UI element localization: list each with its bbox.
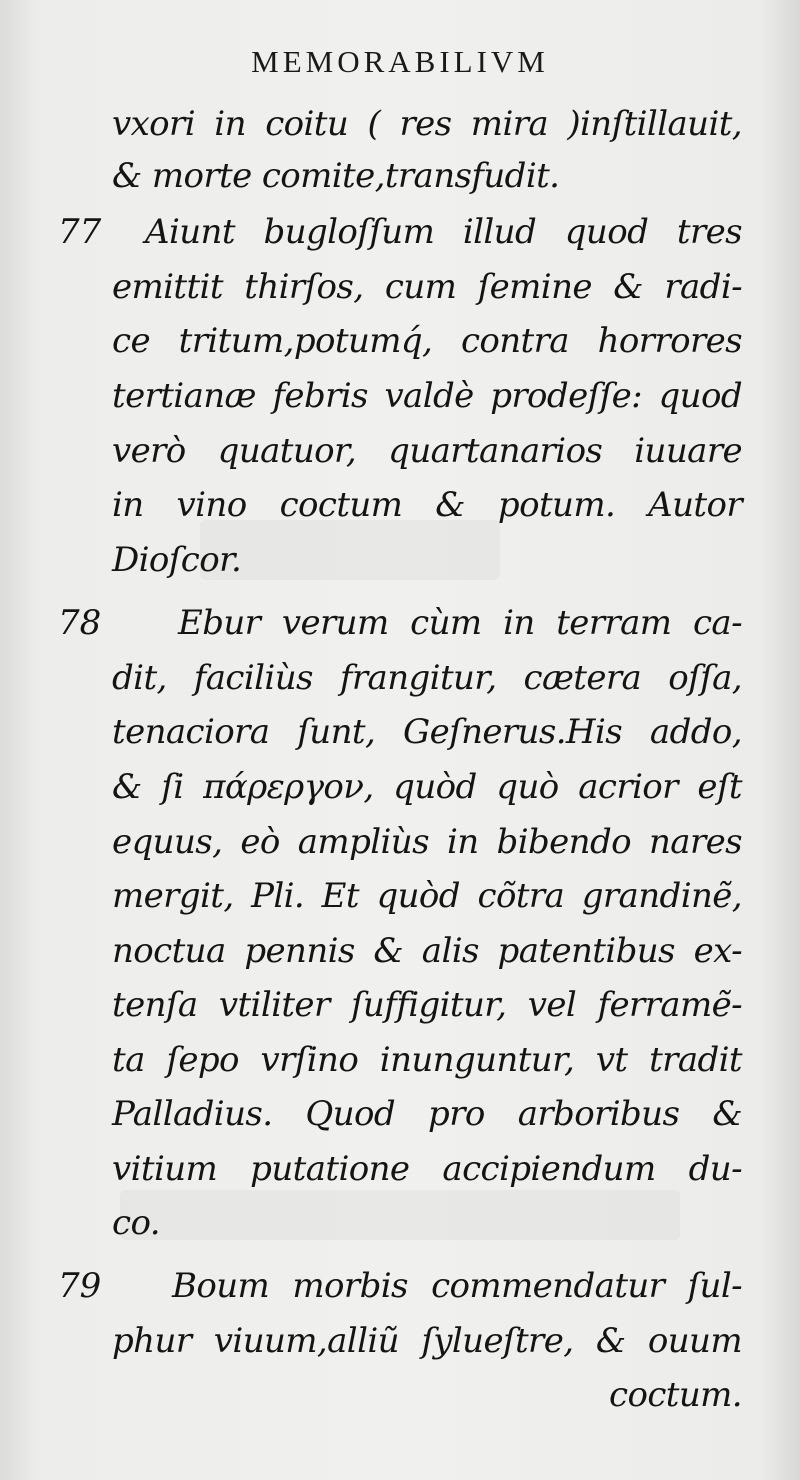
text-line: tenaciora ſunt, Geſnerus.His addo, (112, 712, 742, 752)
entry-number: 77 (58, 212, 102, 252)
text-line: dit, faciliùs frangitur, cætera oſſa, (112, 658, 742, 698)
text-line: mergit, Pli. Et quòd cõtra grandinẽ, (112, 876, 742, 916)
text-line: tertianæ febris valdè prodeſſe: quod (112, 376, 742, 416)
text-line: equus, eò ampliùs in bibendo nares (112, 822, 742, 862)
text-line: verò quatuor, quartanarios iuuare (112, 431, 742, 471)
text-line: Palladius. Quod pro arboribus & (112, 1094, 742, 1134)
text-line: & ſi πάρεργον, quòd quò acrior eſt (112, 767, 742, 807)
text-line: emittit thirſos, cum ſemine & radi- (112, 267, 742, 307)
text-line: vitium putatione accipiendum du- (112, 1149, 742, 1189)
running-head: MEMORABILIVM (251, 44, 549, 79)
entry-number: 79 (58, 1266, 102, 1306)
text-line: Aiunt bugloſſum illud quod tres (145, 212, 742, 252)
text-line: Ebur verum cùm in terram ca- (178, 603, 742, 643)
text-line: co. (112, 1203, 160, 1243)
text-line: vxori in coitu ( res mira )inſtillauit, (112, 104, 742, 144)
text-line: & morte comite,transfudit. (112, 156, 560, 196)
text-line: ce tritum,potumq́, contra horrores (112, 321, 742, 361)
text-line: ta ſepo vrſino inunguntur, vt tradit (112, 1040, 742, 1080)
text-line: coctum. (609, 1375, 742, 1415)
text-line: Dioſcor. (112, 540, 242, 580)
text-line: phur viuum,alliũ ſylueſtre, & ouum (112, 1321, 742, 1361)
text-line: tenſa vtiliter ſuffigitur, vel ferramẽ- (112, 985, 742, 1025)
text-line: noctua pennis & alis patentibus ex- (112, 931, 742, 971)
text-line: Boum morbis commendatur ſul- (172, 1266, 742, 1306)
text-line: in vino coctum & potum. Autor (112, 485, 742, 525)
entry-number: 78 (58, 603, 102, 643)
